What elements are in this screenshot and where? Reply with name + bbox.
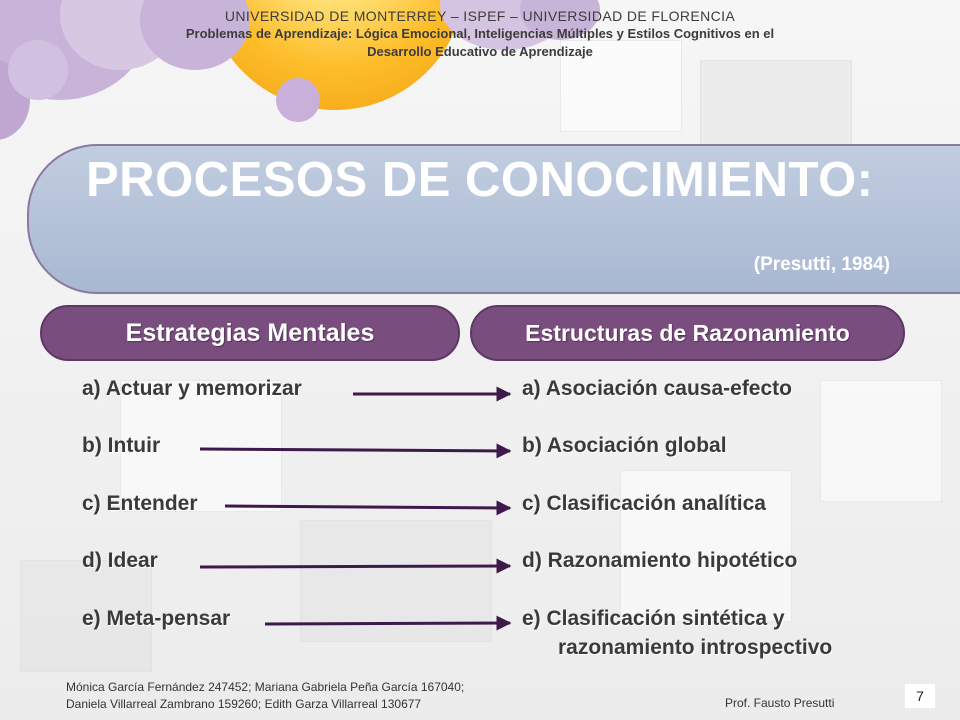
program-line-1: Problemas de Aprendizaje: Lógica Emocional, Inteligencias Múltiples y Estilos Cognitivos en el [185, 26, 775, 41]
authors-line-1: Mónica García Fernández 247452; Mariana Gabriela Peña García 167040; [66, 680, 465, 694]
heading-estructuras-razonamiento: Estructuras de Razonamiento [470, 305, 905, 361]
arrow-c [225, 506, 510, 508]
arrow-e [265, 623, 510, 624]
strategy-item-d: d) Idear [82, 549, 158, 572]
strategy-item-e: e) Meta-pensar [82, 607, 231, 630]
reasoning-item-b: b) Asociación global [522, 434, 727, 457]
reasoning-item-a: a) Asociación causa-efecto [522, 377, 792, 400]
program-line-2: Desarrollo Educativo de Aprendizaje [367, 44, 593, 59]
universities-line: UNIVERSIDAD DE MONTERREY – ISPEF – UNIVERSIDAD DE FLORENCIA [224, 8, 736, 24]
footer-authors [66, 679, 464, 713]
authors-line-2: Daniela Villarreal Zambrano 159260; Edith Garza Villarreal 130677 [66, 697, 422, 711]
strategy-item-b: b) Intuir [82, 434, 161, 457]
citation: (Presutti, 1984) [753, 254, 890, 275]
strategy-item-a: a) Actuar y memorizar [82, 377, 302, 400]
strategy-item-c: c) Entender [82, 492, 198, 515]
arrow-d [200, 566, 510, 567]
page-number: 7 [905, 684, 935, 708]
arrow-b [200, 449, 510, 451]
footer-professor: Prof. Fausto Presutti [725, 696, 835, 710]
slide-title: PROCESOS DE CONOCIMIENTO: [86, 153, 874, 207]
reasoning-item-e: e) Clasificación sintética y [522, 607, 785, 630]
reasoning-item-d: d) Razonamiento hipotético [522, 549, 798, 572]
reasoning-item-c: c) Clasificación analítica [522, 492, 766, 515]
heading-estrategias-mentales: Estrategias Mentales [40, 305, 460, 361]
reasoning-item-e-continuation: razonamiento introspectivo [558, 636, 833, 659]
